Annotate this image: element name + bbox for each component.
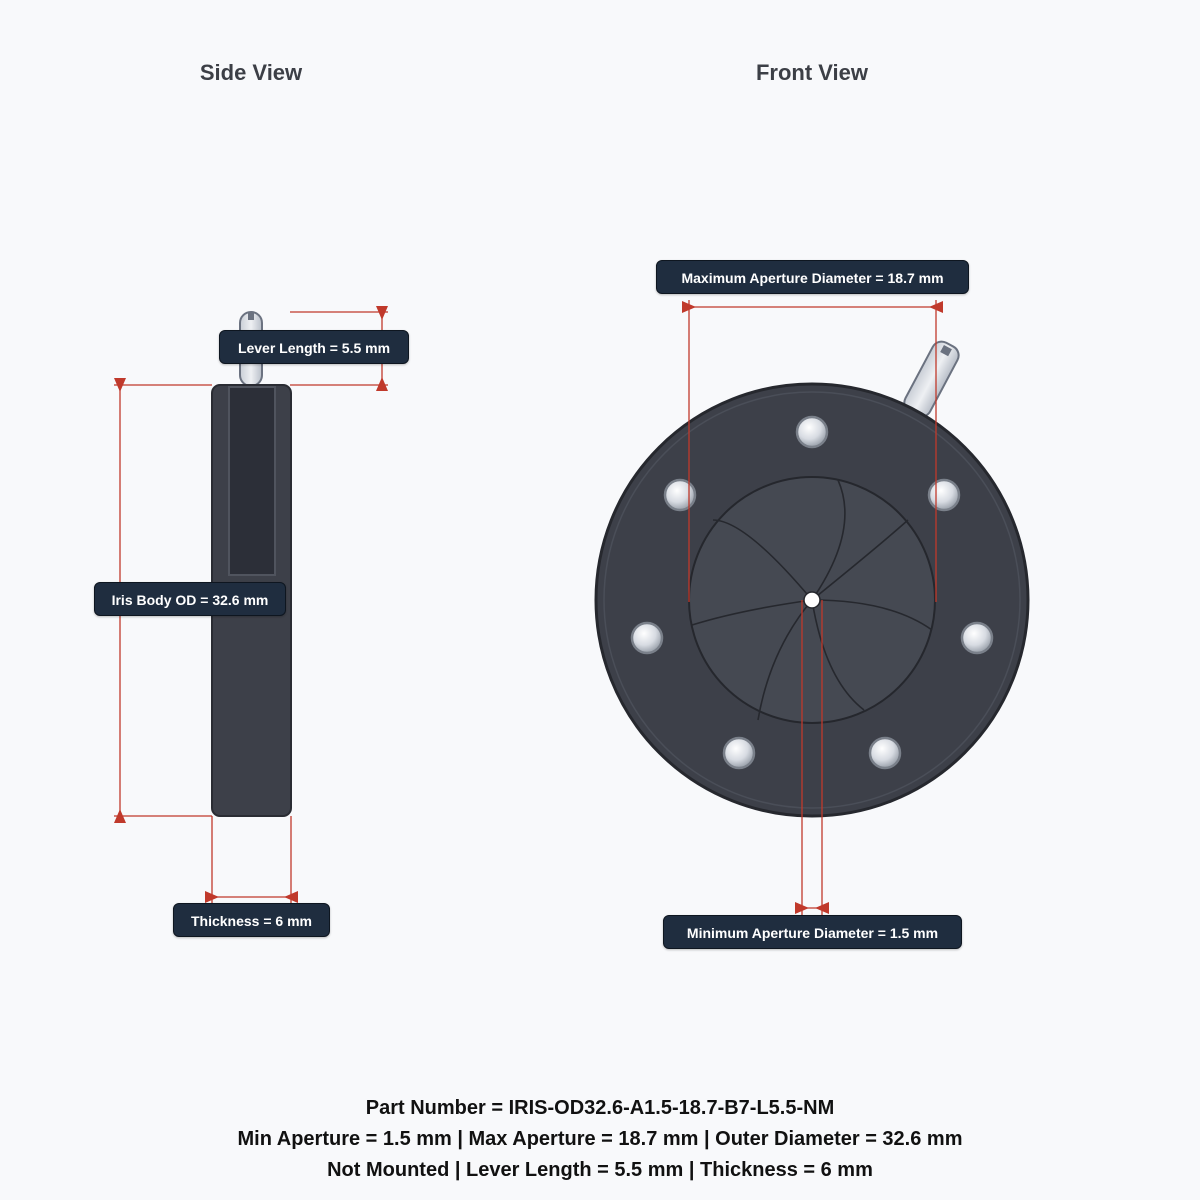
lever-arrow-bottom bbox=[376, 377, 388, 391]
screw-head bbox=[929, 480, 959, 510]
max-aperture-label: Maximum Aperture Diameter = 18.7 mm bbox=[656, 260, 969, 294]
lever-length-label: Lever Length = 5.5 mm bbox=[219, 330, 409, 364]
screw-head bbox=[962, 623, 992, 653]
side-view-title: Side View bbox=[199, 60, 303, 85]
aperture-hole bbox=[804, 592, 820, 608]
spec-mounting: Not Mounted | Lever Length = 5.5 mm | Thickness = 6 mm bbox=[327, 1159, 873, 1181]
screw-head bbox=[632, 623, 662, 653]
screw-head bbox=[665, 480, 695, 510]
front-view-title: Front View bbox=[755, 60, 869, 85]
spec-part-number: Part Number = IRIS-OD32.6-A1.5-18.7-B7-L5.5-NM bbox=[365, 1097, 835, 1119]
side-body-slot bbox=[229, 387, 275, 575]
side-lever-notch bbox=[248, 312, 254, 320]
thickness-label: Thickness = 6 mm bbox=[173, 903, 330, 937]
screw-head bbox=[724, 738, 754, 768]
screw-head bbox=[870, 738, 900, 768]
thickness-dimension bbox=[212, 816, 291, 904]
body-od-label: Iris Body OD = 32.6 mm bbox=[94, 582, 286, 616]
lever-arrow-top bbox=[376, 306, 388, 320]
front-view bbox=[596, 300, 1028, 915]
min-aperture-label: Minimum Aperture Diameter = 1.5 mm bbox=[663, 915, 962, 949]
screw-head bbox=[797, 417, 827, 447]
spec-apertures: Min Aperture = 1.5 mm | Max Aperture = 18.7 mm | Outer Diameter = 32.6 mm bbox=[237, 1128, 963, 1150]
